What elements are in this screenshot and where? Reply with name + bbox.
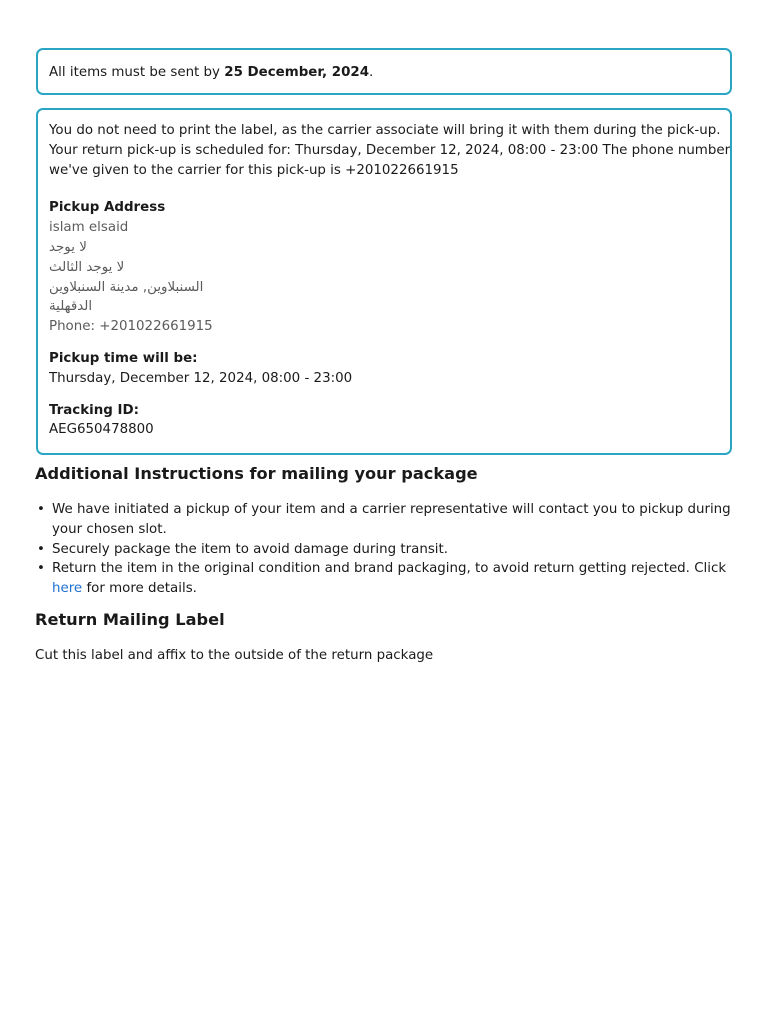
address-phone: Phone: +201022661915 bbox=[49, 319, 213, 335]
pickup-notice-line-3: we've given to the carrier for this pick-up is +201022661915 bbox=[49, 162, 459, 178]
list-item bbox=[35, 500, 735, 540]
more-details-link[interactable]: here bbox=[52, 581, 83, 597]
instruction-2-line-1: Securely package the item to avoid damage during transit. bbox=[52, 541, 449, 557]
address-city: السنبلاوين, مدينة السنبلاوين bbox=[49, 279, 204, 295]
deadline-date: 25 December, 2024 bbox=[224, 65, 370, 80]
instruction-3-after-link: for more details. bbox=[82, 581, 197, 597]
deadline-suffix: . bbox=[369, 65, 374, 80]
instruction-3-line-2 bbox=[52, 579, 735, 599]
tracking-id-heading: Tracking ID: bbox=[49, 402, 139, 418]
address-line-2: لا يوجد الثالث bbox=[49, 259, 125, 275]
instruction-3-line-1: Return the item in the original condition and brand packaging, to avoid return getting rejected. Click bbox=[52, 561, 727, 577]
pickup-notice-line-2: Your return pick-up is scheduled for: Thursday, December 12, 2024, 08:00 - 23:00 The phone number bbox=[49, 142, 731, 158]
list-item bbox=[35, 540, 735, 560]
deadline-notice-box bbox=[36, 48, 732, 95]
instruction-1-line-1: We have initiated a pickup of your item and a carrier representative will contact you to pickup during bbox=[52, 502, 731, 517]
instructions-heading: Additional Instructions for mailing your package bbox=[35, 464, 478, 483]
address-line-1: لا يوجد bbox=[49, 239, 87, 255]
deadline-prefix: All items must be sent by bbox=[49, 65, 225, 80]
instruction-1-line-2: your chosen slot. bbox=[52, 521, 167, 537]
pickup-details-box bbox=[36, 108, 732, 455]
pickup-time-heading: Pickup time will be: bbox=[49, 350, 198, 366]
address-region: الدقهلية bbox=[49, 299, 93, 315]
pickup-notice-line-1: You do not need to print the label, as the carrier associate will bring it with them during the pick-up. bbox=[49, 123, 721, 138]
list-item bbox=[35, 559, 735, 599]
return-label-heading: Return Mailing Label bbox=[35, 610, 225, 629]
pickup-time-value: Thursday, December 12, 2024, 08:00 - 23:00 bbox=[49, 370, 353, 386]
cut-label-note: Cut this label and affix to the outside of the return package bbox=[35, 648, 434, 663]
bullet-icon: • bbox=[37, 541, 45, 557]
tracking-id-value: AEG650478800 bbox=[49, 422, 154, 438]
bullet-icon: • bbox=[37, 502, 45, 517]
pickup-address-heading: Pickup Address bbox=[49, 200, 166, 216]
bullet-icon: • bbox=[37, 561, 45, 577]
address-name: islam elsaid bbox=[49, 220, 129, 236]
instructions-list bbox=[35, 500, 735, 599]
